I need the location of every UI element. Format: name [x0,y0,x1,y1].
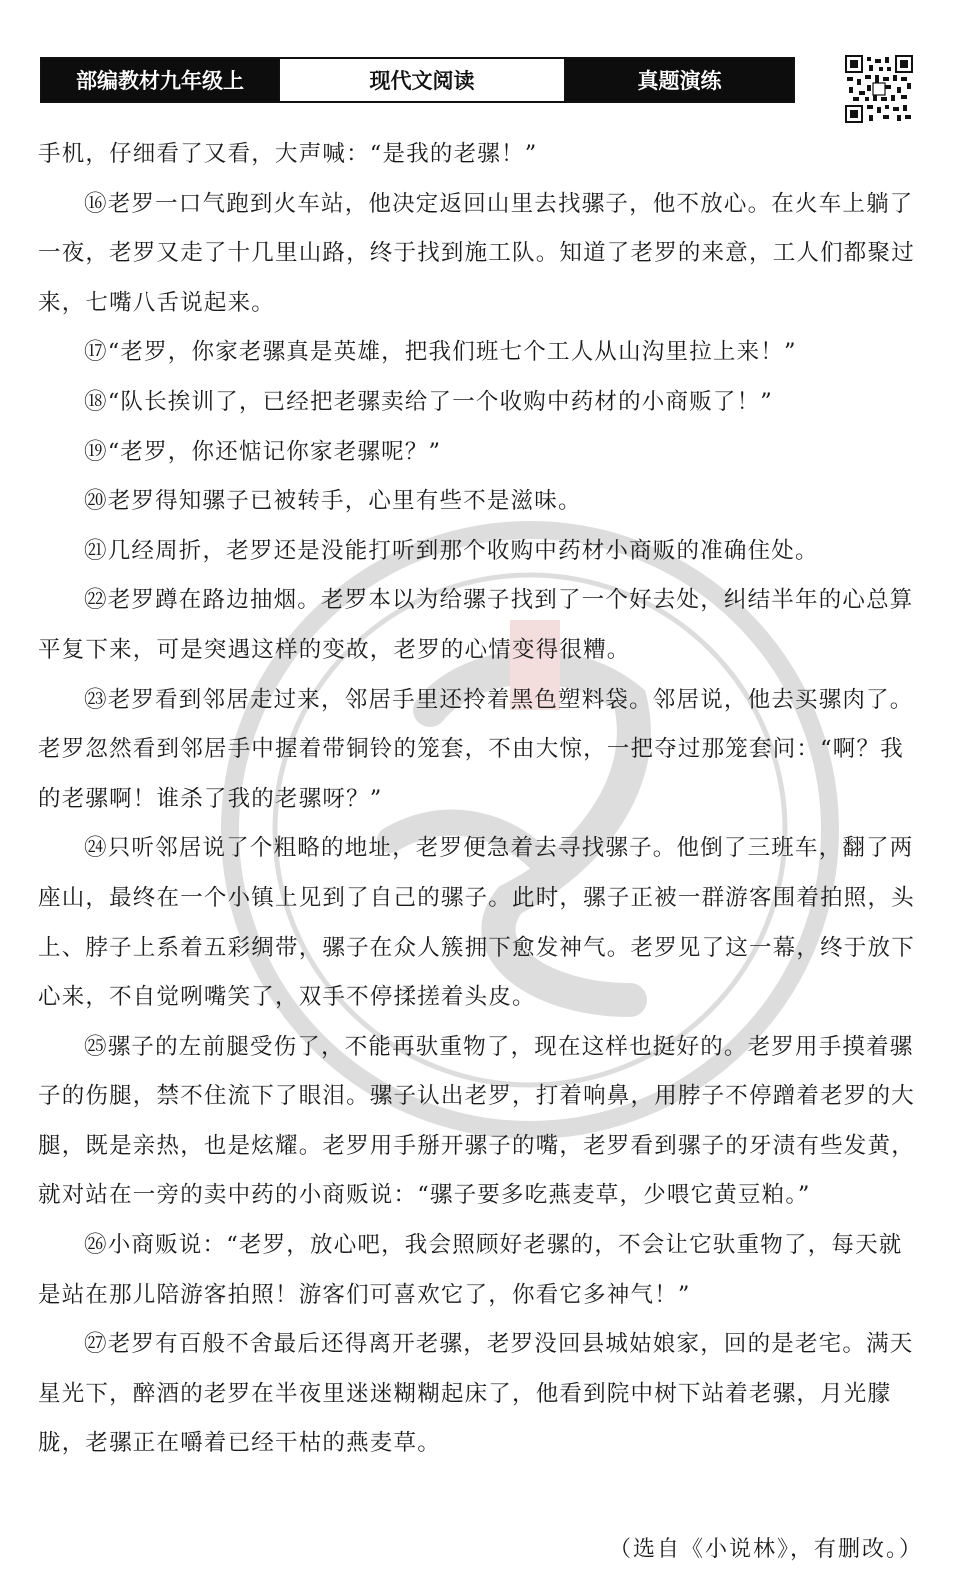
paragraph-25: ㉕骡子的左前腿受伤了，不能再驮重物了，现在这样也挺好的。老罗用手摸着骡子的伤腿，禁不住流下了眼泪。骡子认出老罗，打着响鼻，用脖子不停蹭着老罗的大腿，既是亲热，也是炫耀。老罗用手掰开骡子的嘴，老罗看到骡子的牙渍有些发黄，就对站在一旁的卖中药的小商贩说：“骡子要多吃燕麦草，少喂它黄豆粕。” [38,1033,915,1209]
header-section-label: 现代文阅读 [278,59,566,101]
paragraph-22: ㉒老罗蹲在路边抽烟。老罗本以为给骡子找到了一个好去处，纠结半年的心总算平复下来，可是突遇这样的变故，老罗的心情变得很糟。 [38,587,914,663]
header-textbook-label: 部编教材九年级上 [42,59,278,101]
source-citation: （选自《小说林》，有删改。） [608,1537,923,1562]
paragraph-continued: 手机，仔细看了又看，大声喊：“是我的老骡！” [38,141,538,167]
paragraph-27: ㉗老罗有百般不舍最后还得离开老骡，老罗没回县城姑娘家，回的是老宅。满天星光下，醉酒的老罗在半夜里迷迷糊糊起床了，他看到院中树下站着老骡，月光朦胧，老骡正在嚼着已经干枯的燕麦草。 [38,1331,914,1457]
paragraph-17: ⑰“老罗，你家老骡真是英雄，把我们班七个工人从山沟里拉上来！” [84,339,797,366]
article-body [38,130,918,1469]
paragraph-20: ⑳老罗得知骡子已被转手，心里有些不是滋味。 [84,488,582,515]
header-bar [40,57,795,103]
paragraph-23: ㉓老罗看到邻居走过来，邻居手里还拎着黑色塑料袋。邻居说，他去买骡肉了。老罗忽然看到邻居手中握着带铜铃的笼套，不由大惊，一把夺过那笼套问：“啊？我的老骡啊！谁杀了我的老骡呀？” [38,686,914,812]
paragraph-24: ㉔只听邻居说了个粗略的地址，老罗便急着去寻找骡子。他倒了三班车，翻了两座山，最终在一个小镇上见到了自己的骡子。此时，骡子正被一群游客围着拍照，头上、脖子上系着五彩绸带，骡子在众人簇拥下愈发神气。老罗见了这一幕，终于放下心来，不自觉咧嘴笑了，双手不停揉搓着头皮。 [38,835,915,1011]
paragraph-21: ㉑几经周折，老罗还是没能打听到那个收购中药材小商贩的准确住处。 [84,537,819,564]
header-exercise-label: 真题演练 [566,59,793,101]
paragraph-16: ⑯老罗一口气跑到火车站，他决定返回山里去找骡子，他不放心。在火车上躺了一夜，老罗又走了十几里山路，终于找到施工队。知道了老罗的来意，工人们都聚过来，七嘴八舌说起来。 [38,190,915,316]
paragraph-18: ⑱“队长挨训了，已经把老骡卖给了一个收购中药材的小商贩了！” [84,388,774,415]
qr-code-icon [845,55,913,123]
paragraph-19: ⑲“老罗，你还惦记你家老骡呢？” [84,438,442,465]
paragraph-26: ㉖小商贩说：“老罗，放心吧，我会照顾好老骡的，不会让它驮重物了，每天就是站在那儿陪游客拍照！游客们可喜欢它了，你看它多神气！” [38,1232,903,1308]
